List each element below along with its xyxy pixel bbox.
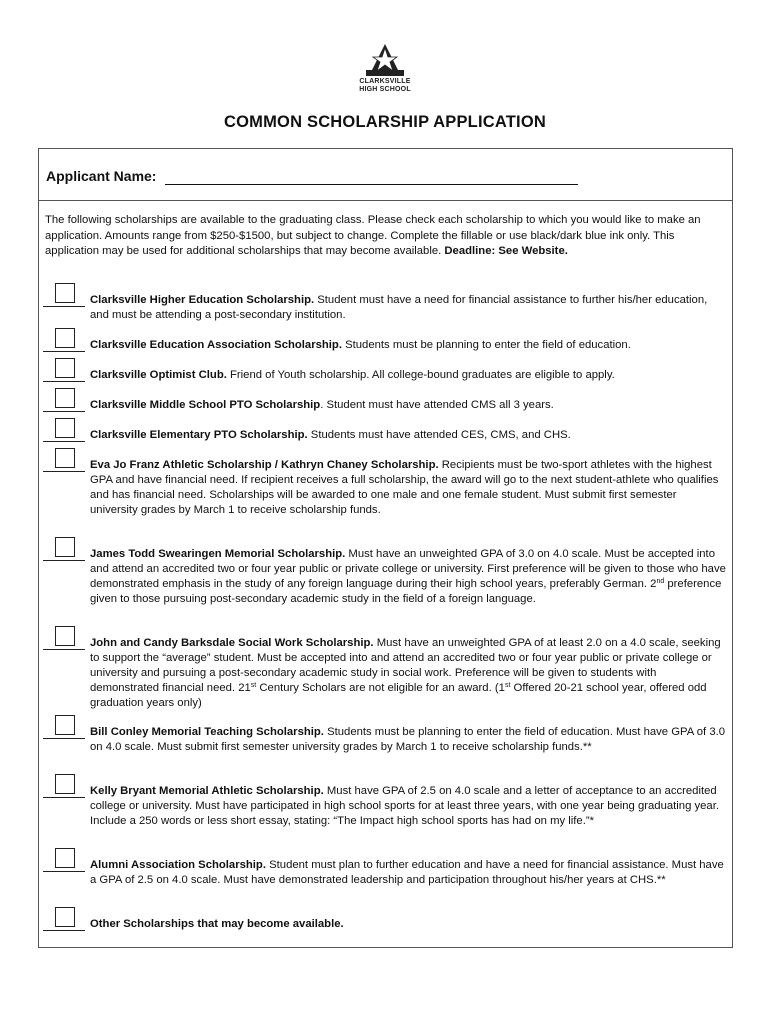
scholarship-name: Clarksville Middle School PTO Scholarship — [90, 399, 321, 411]
scholarship-name: John and Candy Barksdale Social Work Scholarship. — [90, 637, 374, 649]
scholarship-description: Students must have attended CES, CMS, and CHS. — [307, 429, 571, 441]
school-logo — [357, 40, 413, 98]
intro-paragraph — [45, 213, 727, 260]
scholarship-description: Must have an unweighted GPA of 3.0 on 4.0 scale. Must be accepted into and attend an accredited two or four year public or private college or university. First preference will be given to those who have demonstrated emphasis in the study of any foreign language during their high school years, preferably German. 2nd preference given to those pursuing post-secondary academic study in the field of a foreign language. — [90, 548, 726, 605]
intro-text: The following scholarships are available to the graduating class. Please check each scholarship to which you would like to make an application. Amounts range from $250-$1500, but subject to change. Complete the fillable or use black/dark blue ink only. This application may be used for additional scholarships that may become available. — [45, 214, 701, 257]
applicant-name-field[interactable] — [165, 184, 578, 185]
scholarship-checkbox[interactable] — [55, 715, 75, 735]
applicant-name-row — [39, 149, 732, 201]
scholarship-checkbox[interactable] — [55, 448, 75, 468]
scholarship-checkbox[interactable] — [55, 283, 75, 303]
checkbox-underline — [43, 560, 85, 561]
scholarship-name: Eva Jo Franz Athletic Scholarship / Kathryn Chaney Scholarship. — [90, 459, 439, 471]
logo-line-2: HIGH SCHOOL — [359, 86, 411, 93]
application-form — [38, 148, 733, 948]
logo-line-1: CLARKSVILLE — [359, 78, 411, 85]
checkbox-underline — [43, 738, 85, 739]
scholarship-name: Clarksville Optimist Club. — [90, 369, 227, 381]
scholarship-description: Recipients must be two-sport athletes with the highest GPA and have financial need. If recipient receives a full scholarship, the award will go to the next student-athlete who qualifies and has financial need. Scholarships will be awarded to one male and one female student. Must submit first semester university grades by March 1 to receive scholarship funds. — [90, 459, 719, 516]
scholarship-name: Clarksville Elementary PTO Scholarship. — [90, 429, 308, 441]
scholarship-name: Kelly Bryant Memorial Athletic Scholarship. — [90, 785, 324, 797]
scholarship-checkbox[interactable] — [55, 537, 75, 557]
scholarship-checkbox[interactable] — [55, 848, 75, 868]
scholarship-checkbox[interactable] — [55, 358, 75, 378]
scholarship-checkbox[interactable] — [55, 626, 75, 646]
scholarship-checkbox[interactable] — [55, 774, 75, 794]
scholarship-name: Clarksville Education Association Scholarship. — [90, 339, 342, 351]
checkbox-underline — [43, 306, 85, 307]
checkbox-underline — [43, 871, 85, 872]
deadline-text: Deadline: See Website. — [444, 245, 568, 257]
checkbox-underline — [43, 381, 85, 382]
checkbox-underline — [43, 649, 85, 650]
checkbox-underline — [43, 411, 85, 412]
scholarship-description: Students must be planning to enter the field of education. — [341, 339, 631, 351]
scholarship-description: Must have GPA of 2.5 on 4.0 scale and a letter of acceptance to an accredited college or university. Must have participated in high school sports for at least three years, with one year being graduating year. Include a 250 words or less short essay, stating: “The Impact high school sports has had on my life.”* — [90, 785, 719, 827]
scholarship-name: Alumni Association Scholarship. — [90, 859, 266, 871]
scholarship-checkbox[interactable] — [55, 328, 75, 348]
checkbox-underline — [43, 797, 85, 798]
page-title: COMMON SCHOLARSHIP APPLICATION — [224, 113, 546, 131]
scholarship-checkbox[interactable] — [55, 907, 75, 927]
scholarship-description: Must have an unweighted GPA of at least 2.0 on a 4.0 scale, seeking to support the “average” student. Must be accepted into and attend an accredited two or four year public or private college or university and pursuing a post-secondary academic study in social work. Preference will be given to students with demonstrated financial need. 21st Century Scholars are not eligible for an award. (1st Offered 20-21 school year, offered odd graduation years only) — [90, 637, 721, 709]
checkbox-underline — [43, 930, 85, 931]
checkbox-underline — [43, 471, 85, 472]
star-crest-icon — [362, 40, 408, 78]
scholarship-checkbox[interactable] — [55, 418, 75, 438]
scholarship-description: . Student must have attended CMS all 3 years. — [320, 399, 554, 411]
scholarship-description: Students must be planning to enter the field of education. Must have GPA of 3.0 on 4.0 scale. Must submit first semester university grades by March 1 to receive scholarship funds.** — [90, 726, 726, 753]
scholarship-name: Bill Conley Memorial Teaching Scholarship. — [90, 726, 324, 738]
scholarship-name: James Todd Swearingen Memorial Scholarship. — [90, 548, 346, 560]
scholarship-checkbox[interactable] — [55, 388, 75, 408]
checkbox-underline — [43, 351, 85, 352]
scholarship-name: Other Scholarships that may become available. — [90, 918, 344, 930]
applicant-name-label: Applicant Name: — [46, 168, 157, 184]
scholarship-description: Friend of Youth scholarship. All college-bound graduates are eligible to apply. — [226, 369, 615, 381]
scholarship-description: Student must plan to further education and have a need for financial assistance. Must have a GPA of 2.5 on 4.0 scale. Must have demonstrated leadership and participation throughout his/her years at CHS.** — [90, 859, 724, 886]
scholarship-description: Student must have a need for financial assistance to further his/her education, and must be attending a post-secondary institution. — [90, 294, 708, 321]
checkbox-underline — [43, 441, 85, 442]
scholarship-name: Clarksville Higher Education Scholarship. — [90, 294, 315, 306]
